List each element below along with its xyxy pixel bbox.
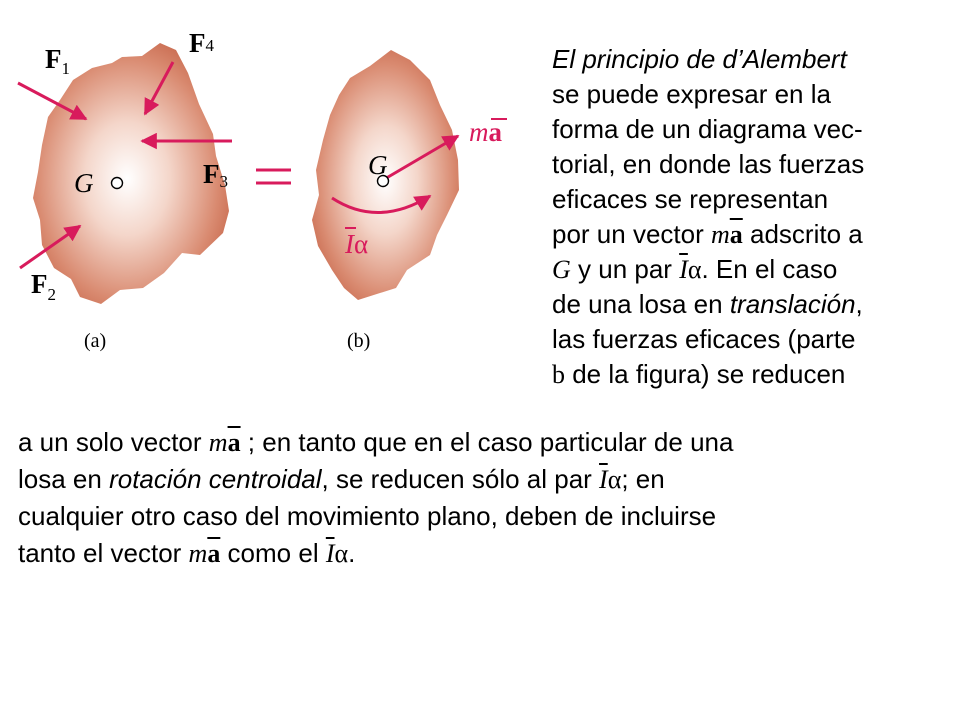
svg-text:Iα: Iα	[345, 229, 369, 259]
label-g-b: G	[368, 150, 388, 180]
label-f4: F4	[189, 28, 214, 58]
text-line-5: eficaces se representan	[552, 184, 829, 214]
label-f1: $F_1$	[45, 44, 70, 78]
rigid-slab-a	[33, 43, 229, 304]
text-line-11: a un solo vector $m\overline{a}$ ; en tanto que en el caso particular de una	[18, 427, 734, 457]
text-line-4: torial, en donde las fuerzas	[552, 149, 865, 179]
caption-b: (b)	[347, 330, 371, 352]
label-g-a: G	[74, 168, 94, 198]
text-line-2: se puede expresar en la	[552, 79, 831, 109]
text-line-10: b de la figura) se reducen	[552, 359, 846, 389]
text-line-7: G y un par $\overline{I}\alpha$. En el caso	[552, 254, 838, 284]
equals-sign	[256, 170, 291, 183]
label-f2: $F_2$	[31, 269, 56, 304]
text-line-9: las fuerzas eficaces (parte	[552, 324, 856, 354]
text-line-14: tanto el vector $m\overline{a}$ como el $\overline{I}\alpha$.	[18, 538, 356, 568]
label-f3: F3	[203, 159, 228, 191]
text-line-13: cualquier otro caso del movimiento plano, deben de incluirse	[18, 501, 717, 531]
dalembert-figure	[0, 0, 540, 370]
text-line-1: El principio de d’Alembert	[552, 44, 847, 74]
text-line-12: losa en rotación centroidal, se reducen sólo al par $\overline{I}\alpha$; en	[18, 464, 665, 494]
caption-a: (a)	[84, 330, 107, 352]
label-ma	[469, 117, 507, 147]
svg-text:ma: ma	[469, 117, 502, 147]
text-line-8: de una losa en translación,	[552, 289, 863, 319]
label-i-alpha	[344, 228, 368, 259]
text-line-6: por un vector $m\overline{a}$ adscrito a	[552, 219, 863, 249]
text-line-3: forma de un diagrama vec-	[552, 114, 863, 144]
center-of-mass-a	[112, 178, 123, 189]
